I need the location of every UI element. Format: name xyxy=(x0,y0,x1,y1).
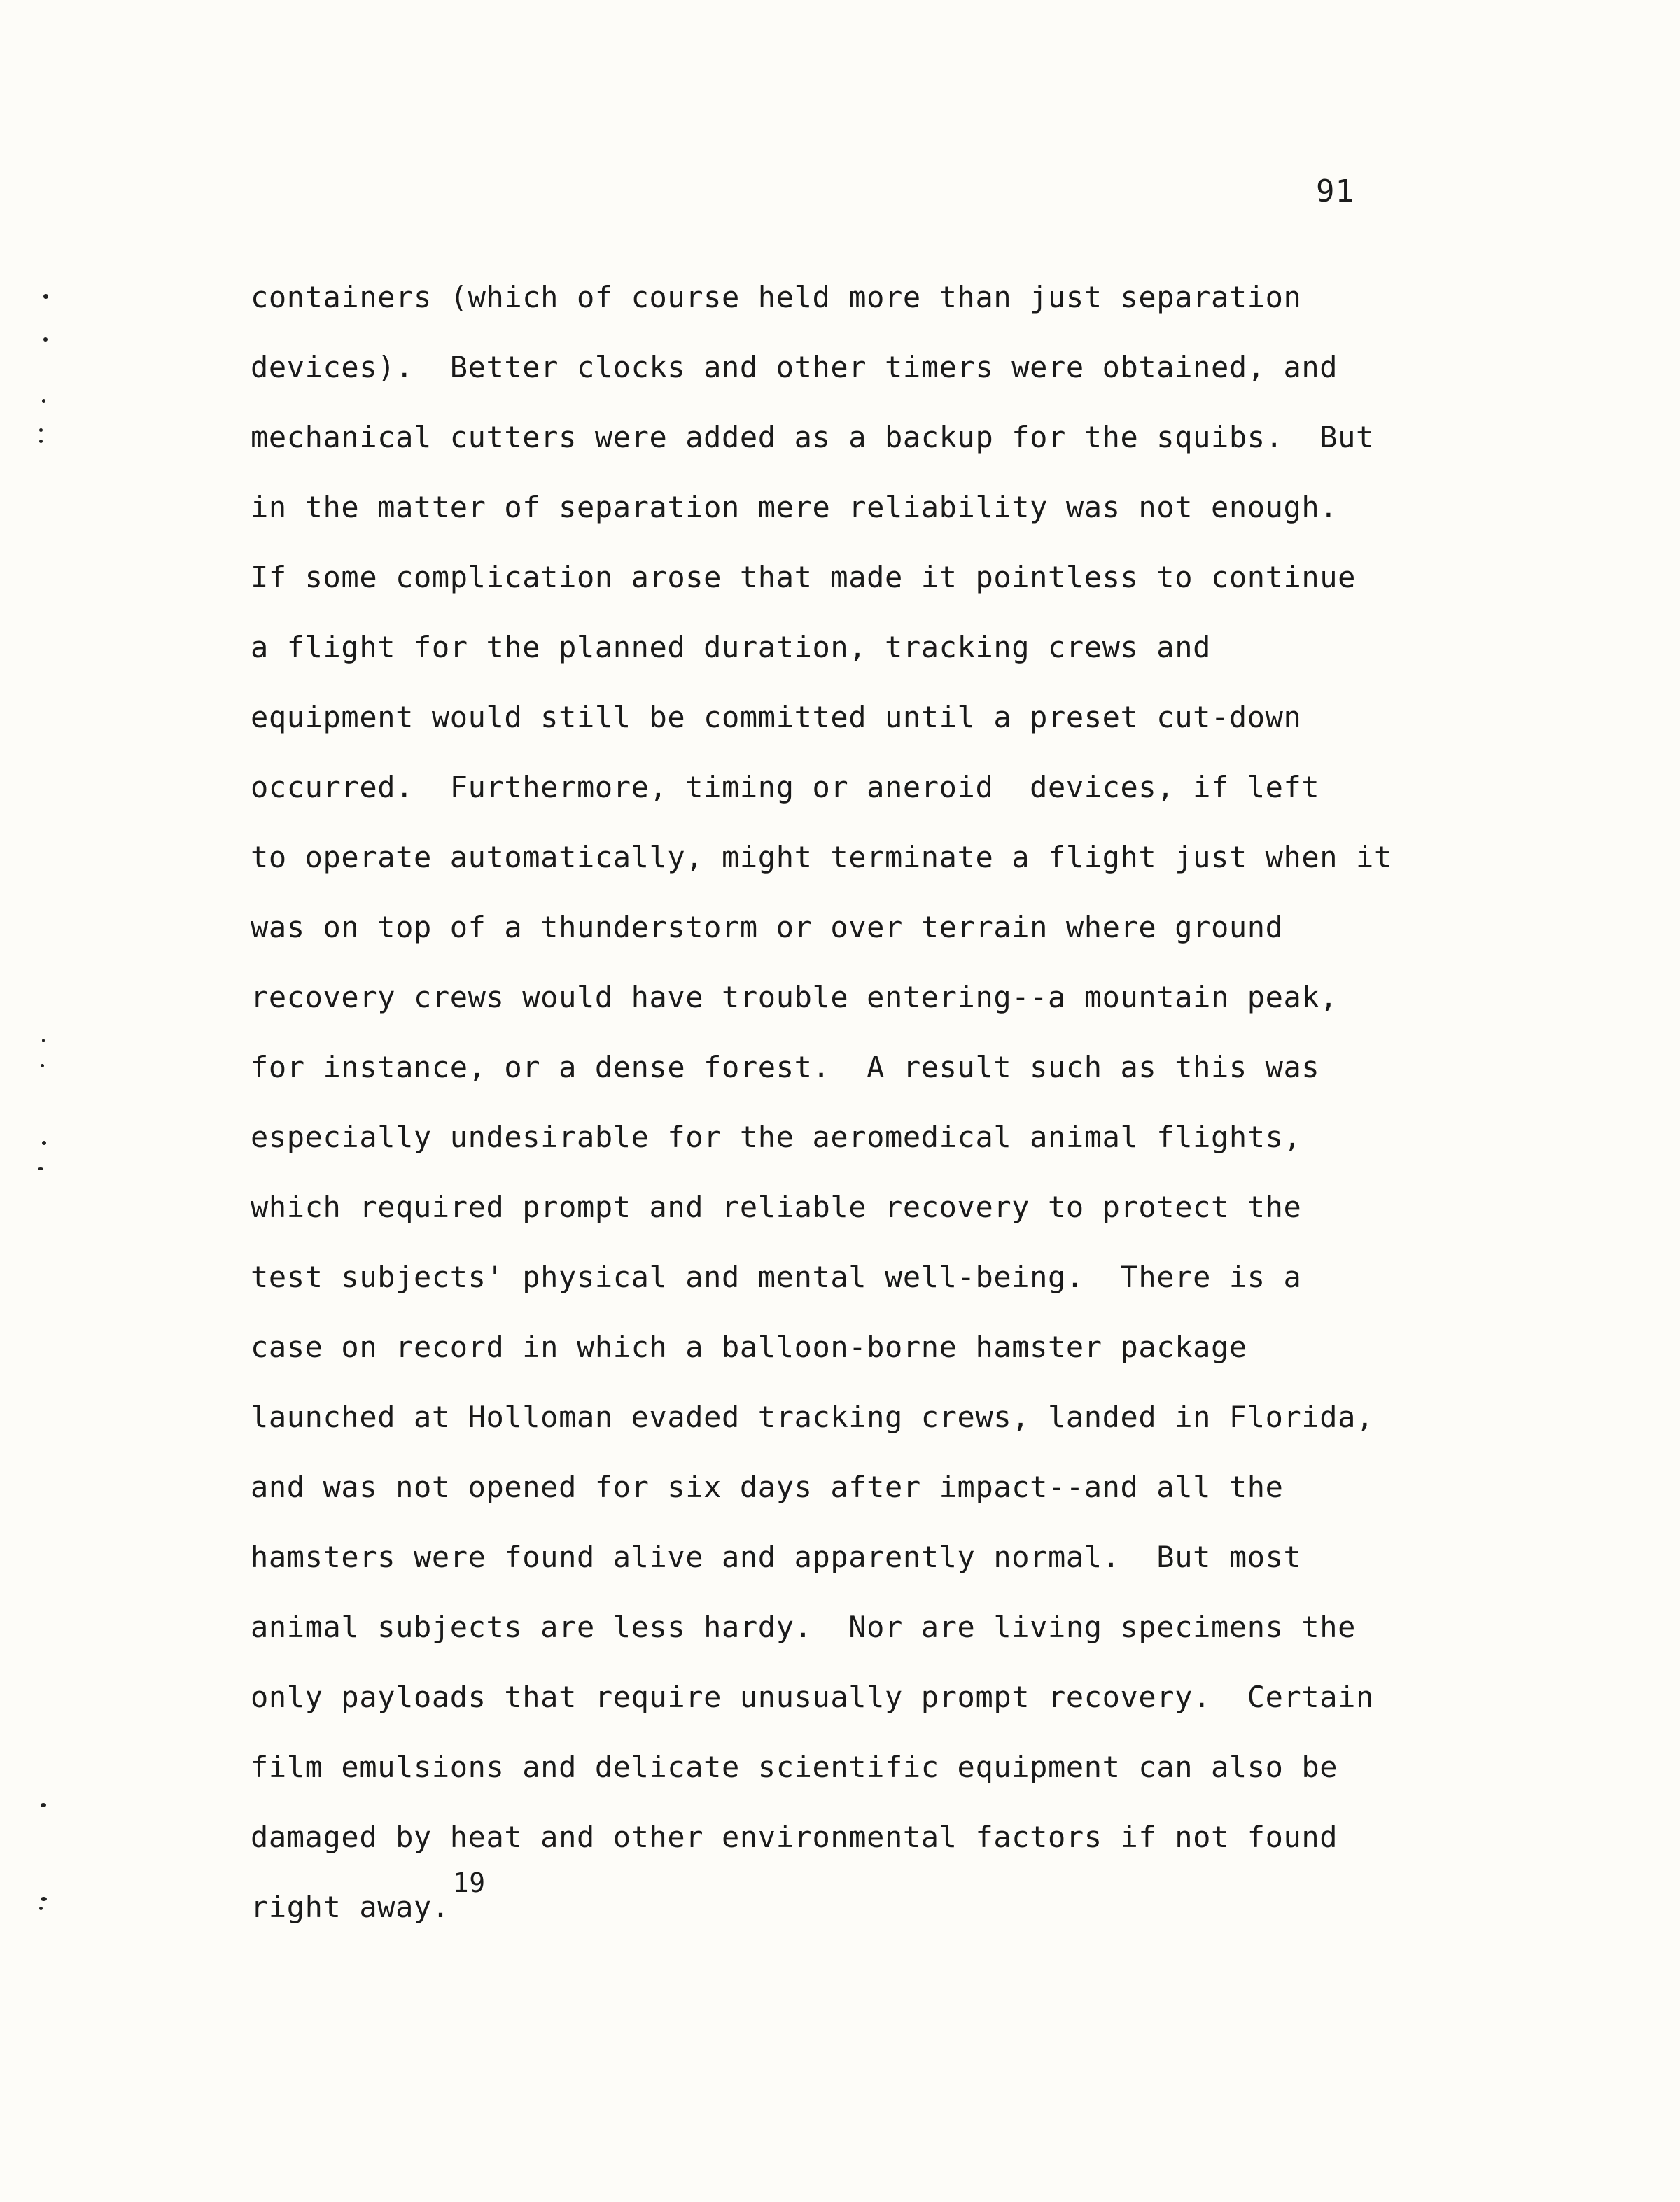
text-line: hamsters were found alive and apparently normal. But most xyxy=(251,1540,1302,1574)
text-line: especially undesirable for the aeromedical animal flights, xyxy=(251,1120,1302,1154)
scan-speck xyxy=(39,428,43,432)
scan-speck xyxy=(38,1167,43,1170)
scan-speck xyxy=(41,1897,47,1901)
text-line: recovery crews would have trouble entering--a mountain peak, xyxy=(251,980,1338,1014)
text-line: which required prompt and reliable recovery to protect the xyxy=(251,1190,1302,1224)
scan-speck xyxy=(42,1141,46,1145)
page-number: 91 xyxy=(1316,174,1354,209)
scan-speck xyxy=(43,294,48,299)
scan-speck xyxy=(41,1064,44,1067)
text-line: to operate automatically, might terminate a flight just when it xyxy=(251,840,1392,874)
text-line: devices). Better clocks and other timers were obtained, and xyxy=(251,350,1338,384)
scan-speck xyxy=(43,337,48,342)
text-line: damaged by heat and other environmental factors if not found xyxy=(251,1820,1338,1854)
scan-speck xyxy=(39,1907,43,1910)
text-line: and was not opened for six days after impact--and all the xyxy=(251,1470,1284,1504)
text-line: was on top of a thunderstorm or over terrain where ground xyxy=(251,910,1284,944)
text-line: If some complication arose that made it pointless to continue xyxy=(251,560,1357,594)
text-line-last xyxy=(251,1867,1581,1954)
text-line: containers (which of course held more than just separation xyxy=(251,280,1302,314)
scan-speck xyxy=(42,1039,45,1042)
scan-speck xyxy=(42,399,46,403)
text-line: animal subjects are less hardy. Nor are living specimens the xyxy=(251,1610,1357,1644)
text-line: equipment would still be committed until a preset cut-down xyxy=(251,700,1302,734)
scan-speck xyxy=(39,440,43,443)
text-line: case on record in which a balloon-borne hamster package xyxy=(251,1330,1247,1364)
text-line: test subjects' physical and mental well-being. There is a xyxy=(251,1260,1302,1294)
text-line: occurred. Furthermore, timing or aneroid devices, if left xyxy=(251,770,1320,804)
text-line: in the matter of separation mere reliability was not enough. xyxy=(251,490,1338,524)
text-line: launched at Holloman evaded tracking crews, landed in Florida, xyxy=(251,1400,1374,1434)
text-line: a flight for the planned duration, tracking crews and xyxy=(251,630,1211,664)
last-line-text: right away. xyxy=(251,1890,450,1924)
text-line: mechanical cutters were added as a backup for the squibs. But xyxy=(251,420,1374,454)
text-line: only payloads that require unusually prompt recovery. Certain xyxy=(251,1680,1374,1714)
text-line: for instance, or a dense forest. A result such as this was xyxy=(251,1050,1320,1084)
scan-speck xyxy=(41,1803,46,1807)
body-paragraph xyxy=(251,274,1581,1954)
text-line: film emulsions and delicate scientific equipment can also be xyxy=(251,1750,1338,1784)
footnote-reference: 19 xyxy=(452,1867,486,1898)
